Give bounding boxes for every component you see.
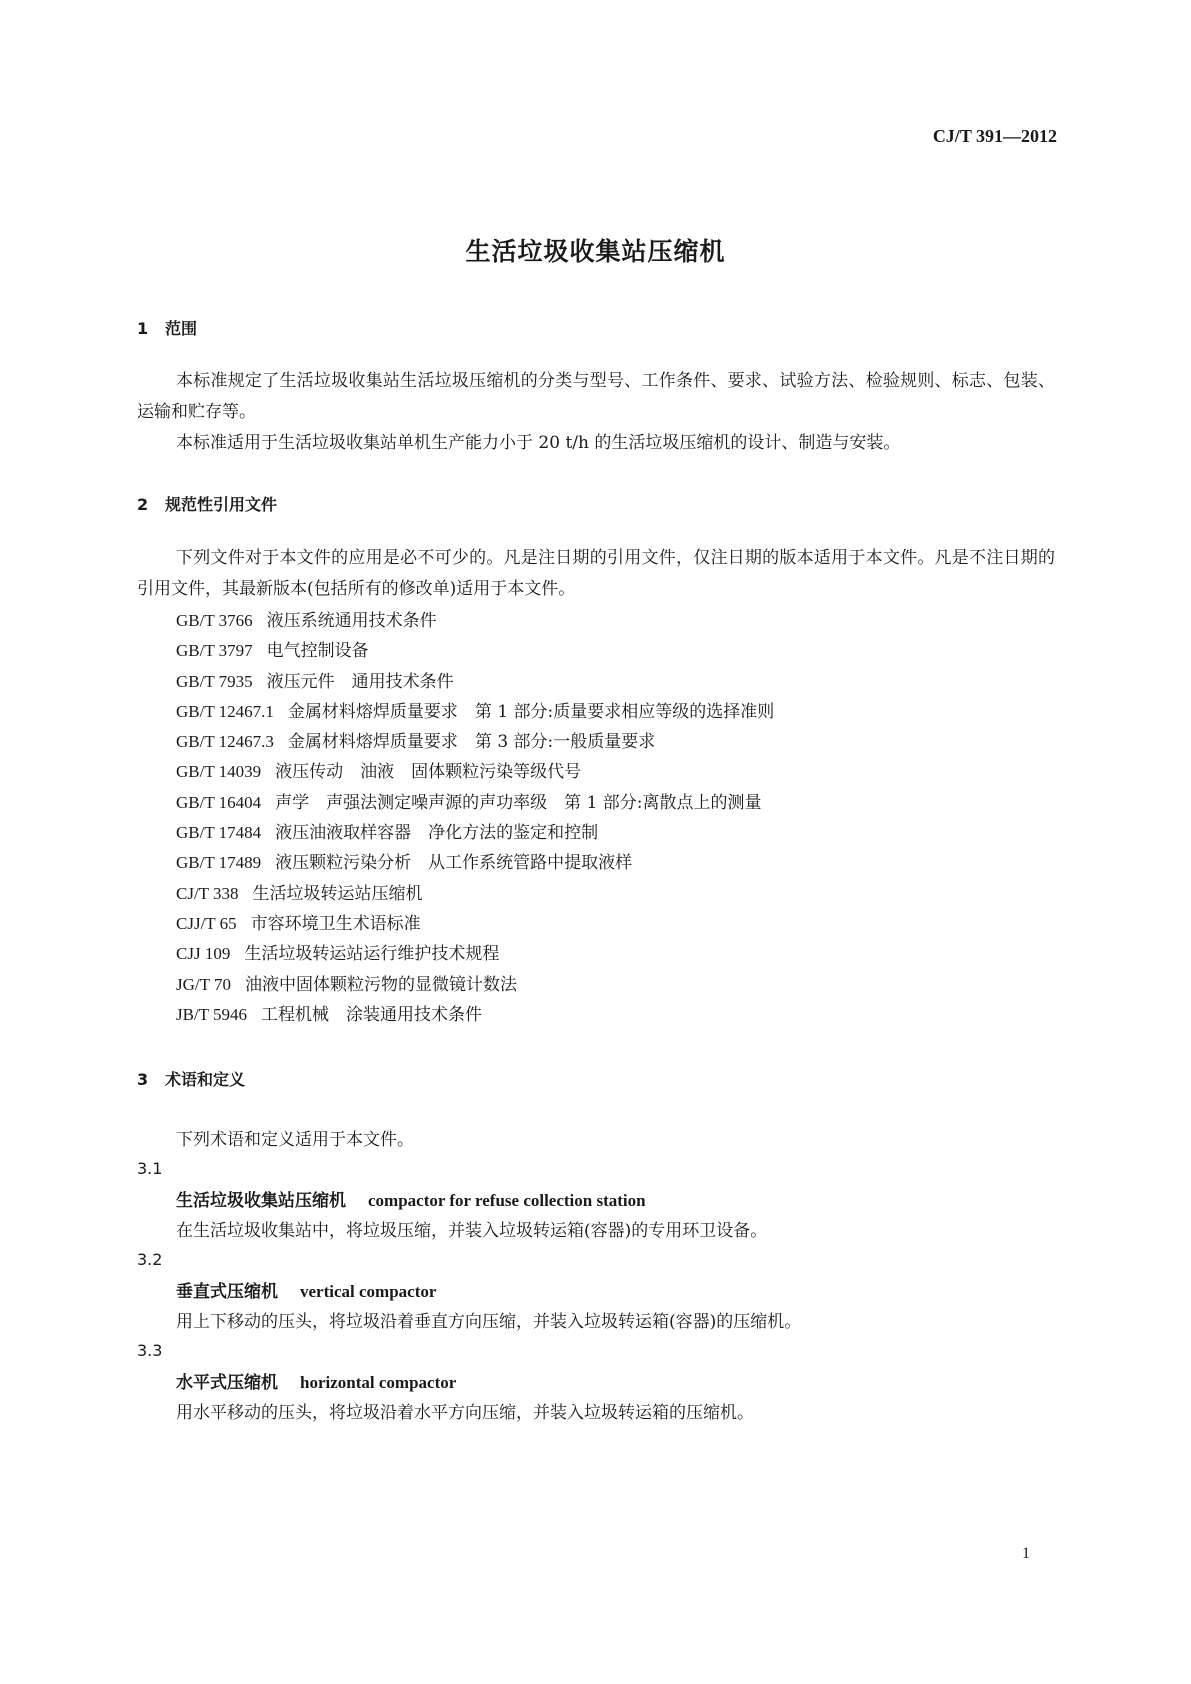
reference-item (176, 975, 517, 995)
reference-code: GB/T 17489 (176, 853, 262, 872)
reference-title: 声学 声强法测定噪声源的声功率级 第 1 部分:离散点上的测量 (275, 793, 762, 813)
term-zh: 水平式压缩机 (176, 1373, 278, 1393)
reference-code: GB/T 12467.3 (176, 732, 274, 751)
reference-item (176, 611, 437, 631)
term-zh: 垂直式压缩机 (176, 1282, 278, 1302)
reference-title: 液压颗粒污染分析 从工作系统管路中提取液样 (275, 853, 633, 873)
reference-title: 金属材料熔焊质量要求 第 3 部分:一般质量要求 (287, 732, 656, 752)
reference-title: 液压系统通用技术条件 (266, 611, 437, 631)
reference-item (176, 914, 421, 934)
reference-title: 油液中固体颗粒污物的显微镜计数法 (244, 975, 517, 995)
reference-title: 生活垃圾转运站运行维护技术规程 (244, 944, 500, 964)
reference-title: 液压油液取样容器 净化方法的鉴定和控制 (275, 823, 599, 843)
section-1-heading (137, 316, 197, 339)
reference-code: GB/T 12467.1 (176, 702, 274, 721)
section-title: 规范性引用文件 (165, 495, 278, 514)
reference-code: GB/T 3797 (176, 641, 253, 660)
term-definition: 在生活垃圾收集站中，将垃圾压缩，并装入垃圾转运箱(容器)的专用环卫设备。 (176, 1221, 768, 1241)
reference-item (176, 732, 655, 752)
paragraph: 本标准适用于生活垃圾收集站单机生产能力小于 20 t/h 的生活垃圾压缩机的设计、制造与安装。 (176, 433, 901, 453)
reference-item (176, 1005, 482, 1025)
reference-item (176, 884, 423, 904)
reference-code: GB/T 16404 (176, 793, 262, 812)
section-number: 3 (137, 1070, 149, 1089)
clause-number: 3.2 (137, 1250, 163, 1269)
term-zh: 生活垃圾收集站压缩机 (176, 1191, 346, 1211)
paragraph: 下列术语和定义适用于本文件。 (176, 1130, 414, 1150)
reference-item (176, 641, 369, 661)
reference-title: 工程机械 涂装通用技术条件 (261, 1005, 483, 1025)
section-2-heading (137, 492, 277, 515)
section-title: 范围 (165, 319, 198, 338)
paragraph: 下列文件对于本文件的应用是必不可少的。凡是注日期的引用文件，仅注日期的版本适用于本文件。凡是不注日期的引用文件，其最新版本(包括所有的修改单)适用于本文件。 (137, 548, 1055, 599)
term-entry (176, 1368, 456, 1393)
section-3-heading (137, 1067, 245, 1090)
term-entry (176, 1277, 436, 1302)
document-code: CJ/T 391—2012 (932, 126, 1057, 146)
reference-title: 生活垃圾转运站压缩机 (252, 884, 423, 904)
reference-code: GB/T 17484 (176, 823, 262, 842)
term-en: vertical compactor (300, 1282, 437, 1301)
reference-item (176, 672, 454, 692)
reference-code: GB/T 7935 (176, 672, 253, 691)
page-title: 生活垃圾收集站压缩机 (465, 237, 726, 266)
reference-item (176, 762, 581, 782)
reference-title: 电气控制设备 (266, 641, 369, 661)
section-number: 1 (137, 319, 149, 338)
reference-item (176, 702, 774, 722)
reference-code: GB/T 3766 (176, 611, 253, 630)
section-number: 2 (137, 495, 149, 514)
reference-title: 金属材料熔焊质量要求 第 1 部分:质量要求相应等级的选择准则 (287, 702, 775, 722)
reference-code: CJJ 109 (176, 944, 231, 963)
reference-title: 液压传动 油液 固体颗粒污染等级代号 (275, 762, 582, 782)
clause-number: 3.1 (137, 1159, 163, 1178)
term-entry (176, 1186, 646, 1211)
term-definition: 用水平移动的压头，将垃圾沿着水平方向压缩，并装入垃圾转运箱的压缩机。 (176, 1403, 754, 1423)
section-title: 术语和定义 (165, 1070, 246, 1089)
reference-item (176, 944, 499, 964)
paragraph: 本标准规定了生活垃圾收集站生活垃圾压缩机的分类与型号、工作条件、要求、试验方法、检验规则、标志、包装、运输和贮存等。 (137, 371, 1055, 422)
reference-title: 市容环境卫生术语标准 (250, 914, 421, 934)
page-number: 1 (1022, 1545, 1030, 1562)
reference-code: GB/T 14039 (176, 762, 262, 781)
reference-code: JB/T 5946 (176, 1005, 248, 1024)
term-en: horizontal compactor (300, 1373, 457, 1392)
reference-code: JG/T 70 (176, 975, 231, 994)
clause-number: 3.3 (137, 1341, 163, 1360)
reference-item (176, 793, 762, 813)
reference-title: 液压元件 通用技术条件 (266, 672, 454, 692)
term-en: compactor for refuse collection station (368, 1191, 646, 1210)
reference-item (176, 823, 598, 843)
reference-code: CJJ/T 65 (176, 914, 237, 933)
reference-item (176, 853, 632, 873)
term-definition: 用上下移动的压头，将垃圾沿着垂直方向压缩，并装入垃圾转运箱(容器)的压缩机。 (176, 1312, 802, 1332)
reference-code: CJ/T 338 (176, 884, 239, 903)
